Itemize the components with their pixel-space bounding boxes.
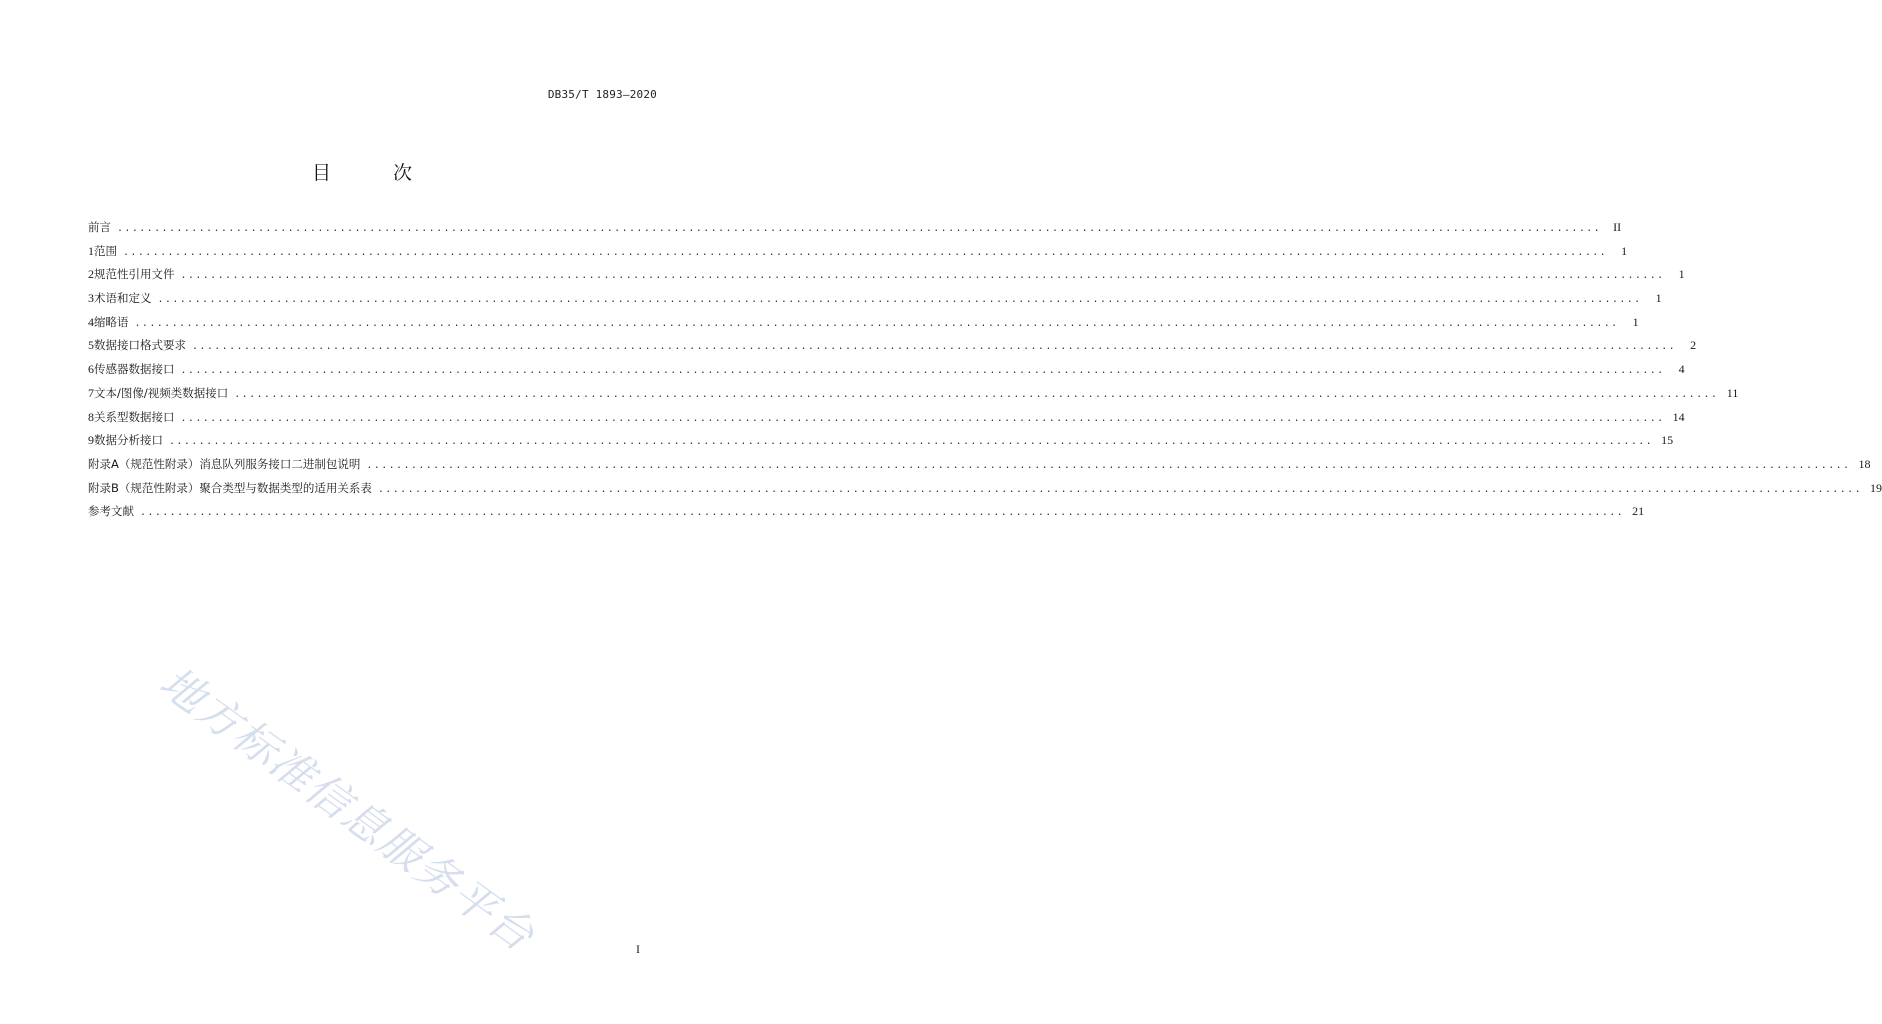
toc-leader-dots: ........................................................................................................................................................................................................ <box>366 459 1851 471</box>
toc-leader-dots: ........................................................................................................................................................................................................ <box>123 246 1608 258</box>
watermark: 地方标准信息服务平台 <box>150 657 544 963</box>
toc-leader-dots: ........................................................................................................................................................................................................ <box>180 365 1665 377</box>
toc-entry-label: 文本/图像/视频类数据接口 <box>94 385 229 400</box>
toc-entry[interactable] <box>88 431 1674 455</box>
toc-leader-dots: ........................................................................................................................................................................................................ <box>169 436 1654 448</box>
toc-entry-page: 4 <box>1678 362 1685 377</box>
toc-entry[interactable] <box>88 502 1645 526</box>
toc-entry-label: 缩略语 <box>94 314 129 329</box>
toc-entry-page: 21 <box>1632 504 1645 519</box>
toc-entry-page: 15 <box>1661 433 1674 448</box>
toc-entry-number: 1 <box>88 243 94 258</box>
toc-entry-label: 附录B（规范性附录） <box>88 480 200 495</box>
toc-entry-number: 2 <box>88 267 94 282</box>
toc-entry-page: 1 <box>1655 291 1662 306</box>
toc-entry-label: 术语和定义 <box>94 291 152 306</box>
toc-entry-sublabel: 消息队列服务接口二进制包说明 <box>199 456 361 471</box>
toc-entry[interactable] <box>88 360 1685 384</box>
toc-entry-label: 前言 <box>88 220 111 234</box>
toc-entry-label: 附录A（规范性附录） <box>88 456 200 471</box>
toc-entry[interactable] <box>88 289 1662 313</box>
toc-leader-dots: ........................................................................................................................................................................................................ <box>234 388 1719 400</box>
toc-entry-page: 11 <box>1726 385 1739 400</box>
toc-leader-dots: ........................................................................................................................................................................................................ <box>377 483 1862 495</box>
toc-entry-label: 关系型数据接口 <box>94 409 175 424</box>
toc-entry[interactable] <box>88 336 1697 360</box>
toc-entry-page: 14 <box>1672 409 1685 424</box>
toc-entry-page: 2 <box>1690 338 1697 353</box>
toc-entry-label: 规范性引用文件 <box>94 267 175 282</box>
toc-entry-number: 8 <box>88 409 94 424</box>
toc-entry-label: 参考文献 <box>88 504 134 519</box>
toc-entry[interactable] <box>88 242 1628 266</box>
toc-entry-page: 1 <box>1632 314 1639 329</box>
toc-entry-label: 数据接口格式要求 <box>94 338 186 353</box>
toc-entry-number: 6 <box>88 362 94 377</box>
toc-entry-number: 9 <box>88 433 94 448</box>
standard-code: DB35/T 1893—2020 <box>547 88 657 101</box>
page-number: I <box>636 942 640 956</box>
toc-leader-dots: ........................................................................................................................................................................................................ <box>134 317 1619 329</box>
toc-leader-dots: ........................................................................................................................................................................................................ <box>157 294 1642 306</box>
table-of-contents <box>88 218 1882 526</box>
toc-entry[interactable] <box>88 408 1685 432</box>
toc-entry[interactable] <box>88 479 1882 503</box>
toc-entry-label: 传感器数据接口 <box>94 362 175 377</box>
toc-entry[interactable] <box>88 384 1739 408</box>
toc-entry-number: 4 <box>88 314 94 329</box>
toc-entry[interactable] <box>88 218 1622 242</box>
toc-entry[interactable] <box>88 265 1685 289</box>
toc-entry-number: 3 <box>88 291 94 306</box>
toc-entry-label: 范围 <box>94 243 117 258</box>
toc-entry[interactable] <box>88 313 1639 337</box>
toc-entry-page: 19 <box>1870 480 1882 495</box>
toc-entry-label: 数据分析接口 <box>94 433 163 448</box>
toc-entry-page: 18 <box>1858 456 1871 471</box>
toc-leader-dots: ........................................................................................................................................................................................................ <box>140 507 1625 519</box>
toc-leader-dots: ........................................................................................................................................................................................................ <box>117 223 1602 234</box>
page-title: 目 次 <box>311 162 441 184</box>
toc-entry-page: 1 <box>1621 243 1628 258</box>
toc-entry-number: 7 <box>88 385 94 400</box>
toc-leader-dots: ........................................................................................................................................................................................................ <box>180 412 1665 424</box>
toc-leader-dots: ........................................................................................................................................................................................................ <box>180 270 1665 282</box>
toc-entry-page: II <box>1613 220 1622 234</box>
toc-leader-dots: ........................................................................................................................................................................................................ <box>192 341 1677 353</box>
toc-entry-number: 5 <box>88 338 94 353</box>
toc-entry-sublabel: 聚合类型与数据类型的适用关系表 <box>199 480 372 495</box>
toc-entry[interactable] <box>88 455 1871 479</box>
toc-entry-page: 1 <box>1678 267 1685 282</box>
